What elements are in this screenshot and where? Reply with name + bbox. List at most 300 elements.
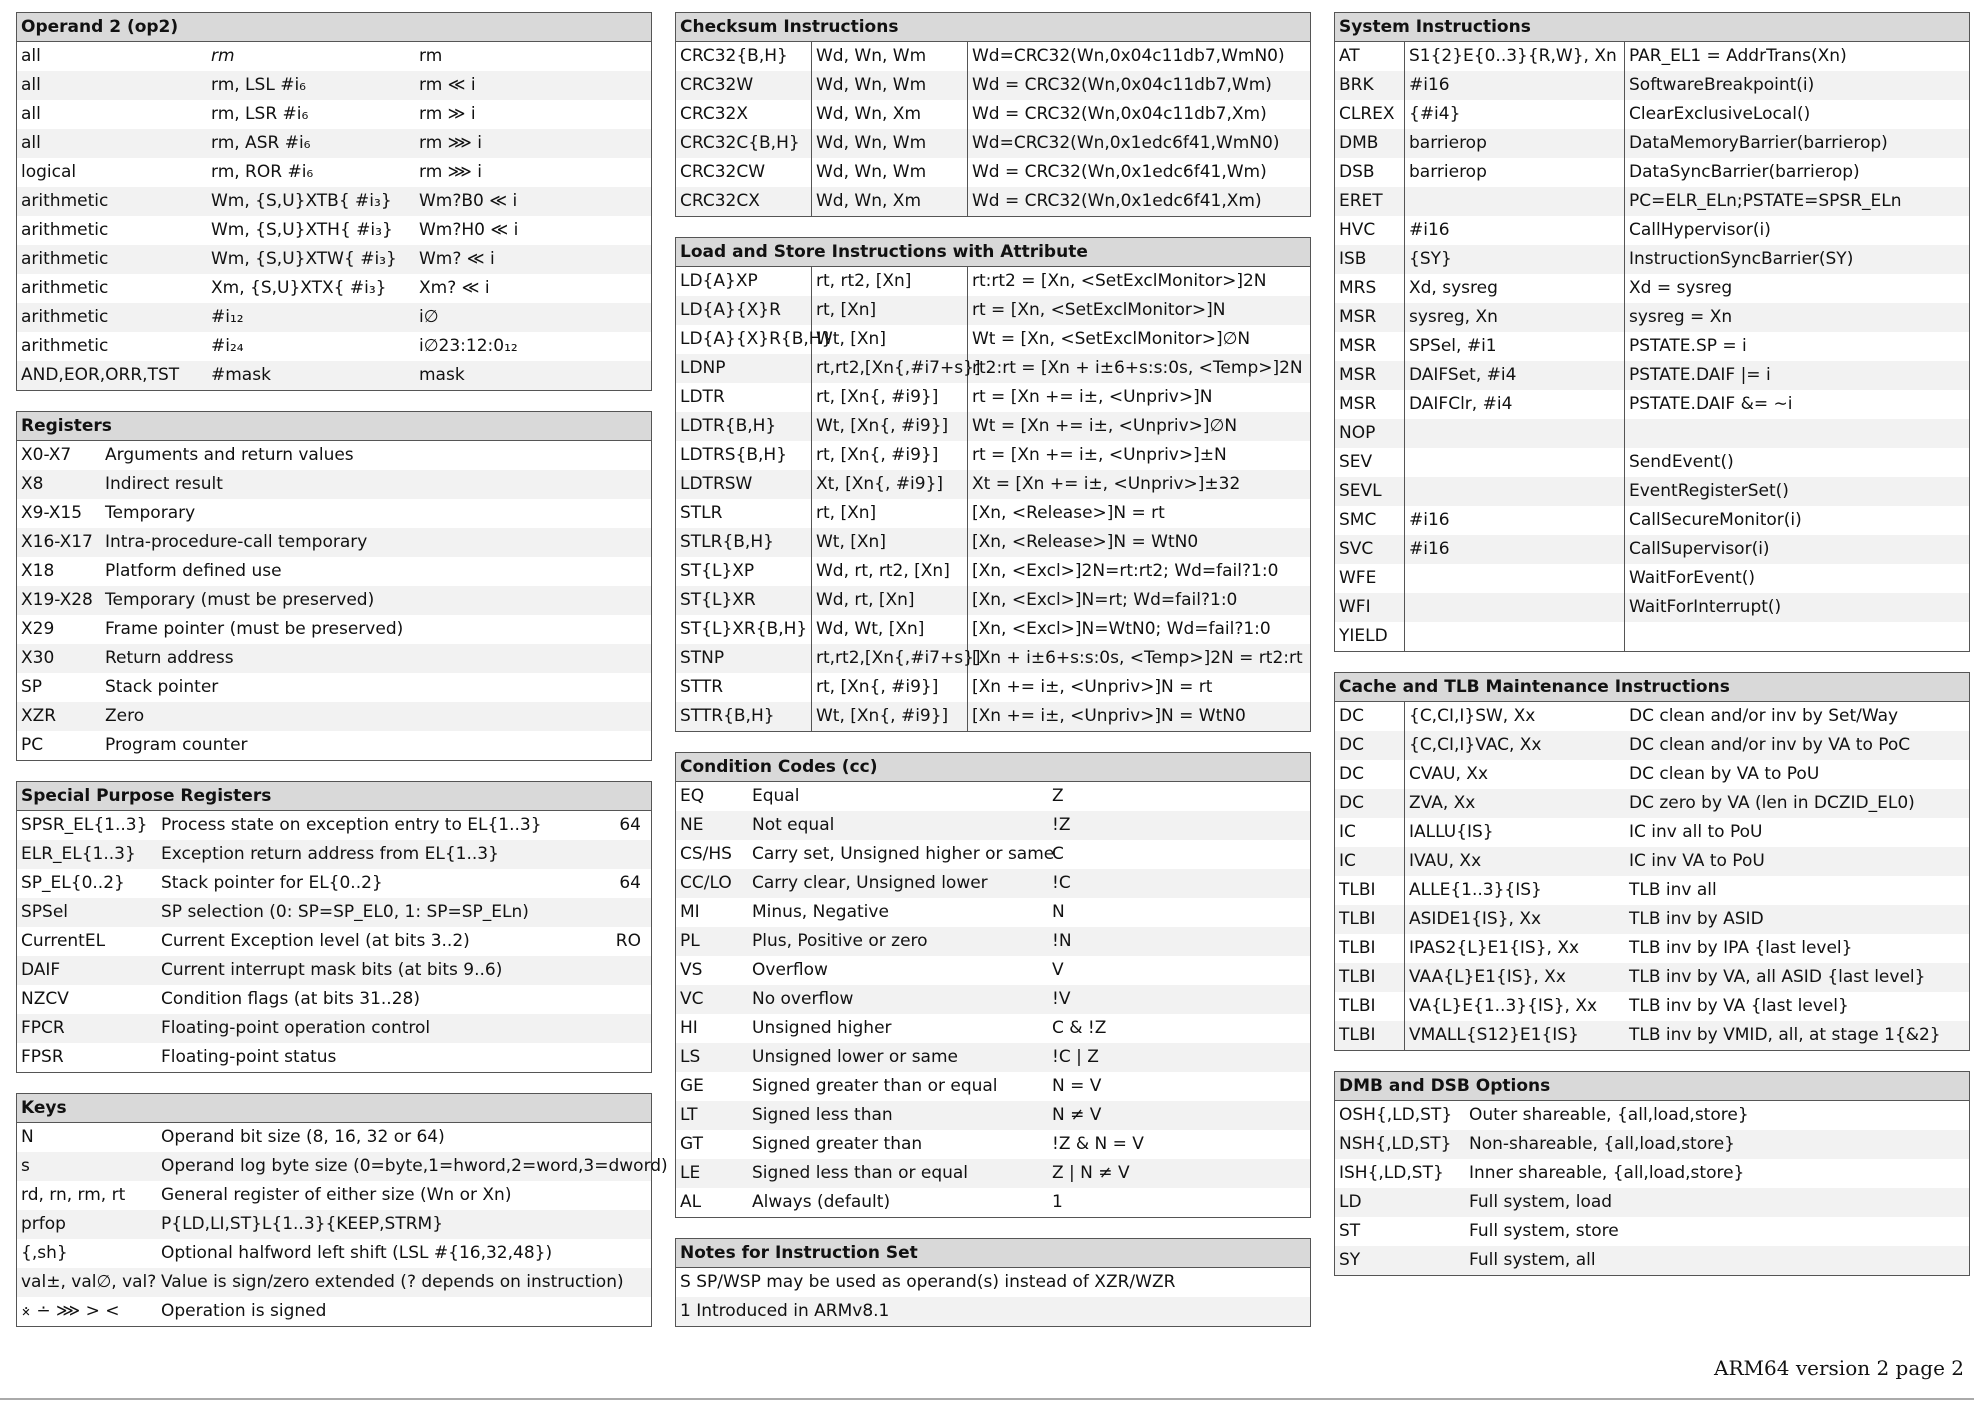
operand2-cell: #i₂₄ bbox=[211, 336, 244, 356]
loadstore-cell: [Xn += i±, <Unpriv>]N = WtN0 bbox=[972, 706, 1246, 726]
operand2-row bbox=[17, 332, 651, 361]
special-row bbox=[17, 840, 651, 869]
dmb-cell: Full system, store bbox=[1469, 1221, 1619, 1241]
operand2-row bbox=[17, 187, 651, 216]
system-cell: EventRegisterSet() bbox=[1629, 481, 1789, 501]
cc-cell: !C bbox=[1052, 873, 1071, 893]
registers-cell: Intra-procedure-call temporary bbox=[105, 532, 368, 552]
cache-tlb-title: Cache and TLB Maintenance Instructions bbox=[1335, 673, 1969, 702]
loadstore-cell: Wt, [Xn] bbox=[812, 528, 968, 557]
system-cell: #i16 bbox=[1405, 535, 1625, 564]
cc-cell: EQ bbox=[680, 786, 705, 806]
operand2-row bbox=[17, 303, 651, 332]
special-row bbox=[17, 1043, 651, 1072]
condition-codes-rows bbox=[676, 782, 1310, 1217]
dmb-dsb-table bbox=[1334, 1071, 1970, 1276]
system-cell: YIELD bbox=[1335, 622, 1405, 651]
special-cell bbox=[607, 898, 647, 927]
system-cell: SVC bbox=[1335, 535, 1405, 564]
loadstore-table bbox=[675, 237, 1311, 732]
system-row bbox=[1335, 535, 1969, 564]
keys-row bbox=[17, 1297, 651, 1326]
dmb-cell: Inner shareable, {all,load,store} bbox=[1469, 1163, 1745, 1183]
system-row bbox=[1335, 158, 1969, 187]
condition-codes-table bbox=[675, 752, 1311, 1218]
cc-cell: Signed less than bbox=[752, 1105, 893, 1125]
special-cell: Floating-point operation control bbox=[161, 1018, 431, 1038]
cc-cell: LS bbox=[680, 1047, 701, 1067]
cc-cell: Plus, Positive or zero bbox=[752, 931, 928, 951]
loadstore-cell: rt, rt2, [Xn] bbox=[812, 267, 968, 296]
system-cell: PSTATE.DAIF |= i bbox=[1629, 365, 1771, 385]
checksum-cell: CRC32X bbox=[676, 100, 812, 129]
special-row bbox=[17, 869, 651, 898]
operand2-table bbox=[16, 12, 652, 391]
dmb-dsb-rows bbox=[1335, 1101, 1969, 1275]
registers-row bbox=[17, 644, 651, 673]
cache-cell: DC bbox=[1335, 731, 1405, 760]
keys-cell: General register of either size (Wn or Xn) bbox=[161, 1185, 512, 1205]
checksum-cell: CRC32{B,H} bbox=[676, 42, 812, 71]
cache-tlb-rows bbox=[1335, 702, 1969, 1050]
loadstore-cell: LDNP bbox=[676, 354, 812, 383]
system-cell: #i16 bbox=[1405, 506, 1625, 535]
system-cell: PC=ELR_ELn;PSTATE=SPSR_ELn bbox=[1629, 191, 1902, 211]
cc-row bbox=[676, 782, 1310, 811]
system-cell: AT bbox=[1335, 42, 1405, 71]
registers-row bbox=[17, 441, 651, 470]
loadstore-cell: Xt = [Xn += i±, <Unpriv>]±32 bbox=[972, 474, 1241, 494]
cc-row bbox=[676, 1072, 1310, 1101]
operand2-cell: rm bbox=[211, 46, 235, 66]
registers-cell: Frame pointer (must be preserved) bbox=[105, 619, 404, 639]
operand2-cell: all bbox=[21, 46, 41, 66]
cache-cell: {C,CI,I}VAC, Xx bbox=[1409, 735, 1542, 755]
checksum-cell: Wd = CRC32(Wn,0x1edc6f41,Wm) bbox=[972, 162, 1267, 182]
operand2-row bbox=[17, 274, 651, 303]
keys-cell: {,sh} bbox=[21, 1243, 68, 1263]
loadstore-cell: Xt, [Xn{, #i9}] bbox=[812, 470, 968, 499]
registers-cell: X0-X7 bbox=[21, 445, 72, 465]
checksum-row bbox=[676, 71, 1310, 100]
cc-cell: LT bbox=[680, 1105, 698, 1125]
system-row bbox=[1335, 477, 1969, 506]
system-cell: MSR bbox=[1335, 361, 1405, 390]
keys-cell: N bbox=[21, 1127, 34, 1147]
loadstore-cell: [Xn, <Release>]N = WtN0 bbox=[972, 532, 1199, 552]
cache-tlb-table bbox=[1334, 672, 1970, 1051]
cc-cell: Minus, Negative bbox=[752, 902, 889, 922]
cache-cell: TLBI bbox=[1335, 876, 1405, 905]
dmb-cell: Full system, load bbox=[1469, 1192, 1613, 1212]
loadstore-cell: ST{L}XR bbox=[676, 586, 812, 615]
cc-row bbox=[676, 869, 1310, 898]
checksum-cell: Wd, Wn, Xm bbox=[812, 187, 968, 216]
loadstore-cell: Wt = [Xn, <SetExclMonitor>]∅N bbox=[972, 329, 1251, 349]
system-row bbox=[1335, 274, 1969, 303]
cc-cell: C bbox=[1052, 844, 1064, 864]
cache-cell: IVAU, Xx bbox=[1409, 851, 1482, 871]
special-cell: ELR_EL{1..3} bbox=[21, 844, 136, 864]
special-cell: SP_EL{0..2} bbox=[21, 873, 125, 893]
operand2-cell: Xm? ≪ i bbox=[419, 278, 490, 298]
cache-cell: TLBI bbox=[1335, 905, 1405, 934]
loadstore-row bbox=[676, 412, 1310, 441]
system-cell: sysreg = Xn bbox=[1629, 307, 1733, 327]
system-cell: SendEvent() bbox=[1629, 452, 1734, 472]
system-cell bbox=[1405, 419, 1625, 448]
page-footer: ARM64 version 2 page 2 bbox=[1714, 1356, 1964, 1380]
operand2-cell: all bbox=[21, 133, 41, 153]
cc-cell: Carry clear, Unsigned lower bbox=[752, 873, 988, 893]
operand2-cell: rm bbox=[419, 46, 443, 66]
system-cell: SPSel, #i1 bbox=[1405, 332, 1625, 361]
cache-row bbox=[1335, 992, 1969, 1021]
cache-cell: IPAS2{L}E1{IS}, Xx bbox=[1409, 938, 1580, 958]
loadstore-cell: rt, [Xn{, #i9}] bbox=[812, 441, 968, 470]
system-row bbox=[1335, 332, 1969, 361]
registers-row bbox=[17, 528, 651, 557]
dmb-cell: Outer shareable, {all,load,store} bbox=[1469, 1105, 1749, 1125]
registers-cell: X19-X28 bbox=[21, 590, 93, 610]
cc-cell: Equal bbox=[752, 786, 800, 806]
cache-cell: IC bbox=[1335, 818, 1405, 847]
checksum-cell: CRC32CW bbox=[676, 158, 812, 187]
cache-row bbox=[1335, 905, 1969, 934]
loadstore-cell: ST{L}XP bbox=[676, 557, 812, 586]
cc-row bbox=[676, 840, 1310, 869]
operand2-cell: rm ⋙ i bbox=[419, 133, 482, 153]
system-cell: MSR bbox=[1335, 390, 1405, 419]
loadstore-row bbox=[676, 325, 1310, 354]
dmb-row bbox=[1335, 1159, 1969, 1188]
system-cell bbox=[1625, 622, 1951, 651]
dmb-row bbox=[1335, 1217, 1969, 1246]
cc-cell: C & !Z bbox=[1052, 1018, 1107, 1038]
system-cell: {#i4} bbox=[1405, 100, 1625, 129]
loadstore-cell: Wd, rt, [Xn] bbox=[812, 586, 968, 615]
cache-cell: DC clean by VA to PoU bbox=[1629, 764, 1820, 784]
cc-cell: CS/HS bbox=[680, 844, 732, 864]
cache-cell: VMALL{S12}E1{IS} bbox=[1409, 1025, 1579, 1045]
cc-cell: Not equal bbox=[752, 815, 835, 835]
cache-cell: IC bbox=[1335, 847, 1405, 876]
system-cell: DSB bbox=[1335, 158, 1405, 187]
loadstore-cell: LD{A}{X}R bbox=[676, 296, 812, 325]
registers-table bbox=[16, 411, 652, 761]
registers-cell: X16-X17 bbox=[21, 532, 93, 552]
operand2-title: Operand 2 (op2) bbox=[17, 13, 651, 42]
system-cell: SoftwareBreakpoint(i) bbox=[1629, 75, 1815, 95]
special-row bbox=[17, 956, 651, 985]
special-cell: 64 bbox=[619, 873, 641, 893]
operand2-cell: rm ⋙ i bbox=[419, 162, 482, 182]
system-cell bbox=[1405, 477, 1625, 506]
registers-cell: Stack pointer bbox=[105, 677, 219, 697]
operand2-cell: mask bbox=[419, 365, 465, 385]
keys-rows bbox=[17, 1123, 668, 1326]
special-cell: SP selection (0: SP=SP_EL0, 1: SP=SP_ELn) bbox=[161, 902, 529, 922]
cc-cell: Signed greater than or equal bbox=[752, 1076, 998, 1096]
keys-cell: Value is sign/zero extended (? depends on instruction) bbox=[161, 1272, 624, 1292]
cache-cell: CVAU, Xx bbox=[1409, 764, 1488, 784]
operand2-cell: Wm, {S,U}XTW{ #i₃} bbox=[211, 249, 397, 269]
system-cell: SMC bbox=[1335, 506, 1405, 535]
cache-row bbox=[1335, 702, 1969, 731]
operand2-row bbox=[17, 361, 651, 390]
operand2-row bbox=[17, 71, 651, 100]
cache-row bbox=[1335, 963, 1969, 992]
keys-cell: Operation is signed bbox=[161, 1301, 327, 1321]
loadstore-row bbox=[676, 615, 1310, 644]
cache-row bbox=[1335, 934, 1969, 963]
registers-row bbox=[17, 470, 651, 499]
cc-row bbox=[676, 811, 1310, 840]
system-row bbox=[1335, 361, 1969, 390]
dmb-cell: NSH{,LD,ST} bbox=[1339, 1134, 1452, 1154]
cc-row bbox=[676, 956, 1310, 985]
loadstore-row bbox=[676, 673, 1310, 702]
system-cell: MSR bbox=[1335, 303, 1405, 332]
system-row bbox=[1335, 593, 1969, 622]
system-cell: sysreg, Xn bbox=[1405, 303, 1625, 332]
loadstore-cell: [Xn, <Excl>]N=WtN0; Wd=fail?1:0 bbox=[972, 619, 1271, 639]
registers-cell: Platform defined use bbox=[105, 561, 282, 581]
cc-cell: GE bbox=[680, 1076, 704, 1096]
special-cell: Stack pointer for EL{0..2} bbox=[161, 873, 383, 893]
checksum-row bbox=[676, 187, 1310, 216]
cache-cell: ZVA, Xx bbox=[1409, 793, 1476, 813]
keys-cell: Operand bit size (8, 16, 32 or 64) bbox=[161, 1127, 445, 1147]
cache-row bbox=[1335, 876, 1969, 905]
special-cell: 64 bbox=[619, 815, 641, 835]
dmb-row bbox=[1335, 1246, 1969, 1275]
checksum-cell: Wd, Wn, Wm bbox=[812, 158, 968, 187]
checksum-cell: Wd, Wn, Wm bbox=[812, 42, 968, 71]
system-cell bbox=[1405, 593, 1625, 622]
checksum-cell: Wd=CRC32(Wn,0x1edc6f41,WmN0) bbox=[972, 133, 1280, 153]
loadstore-row bbox=[676, 557, 1310, 586]
system-cell: MSR bbox=[1335, 332, 1405, 361]
dmb-row bbox=[1335, 1188, 1969, 1217]
registers-cell: SP bbox=[21, 677, 43, 697]
special-cell: SPSR_EL{1..3} bbox=[21, 815, 148, 835]
dmb-cell: ISH{,LD,ST} bbox=[1339, 1163, 1444, 1183]
operand2-cell: all bbox=[21, 104, 41, 124]
cc-cell: 1 bbox=[1052, 1192, 1063, 1212]
registers-cell: Program counter bbox=[105, 735, 248, 755]
system-cell: DMB bbox=[1335, 129, 1405, 158]
operand2-cell: i∅ bbox=[419, 307, 439, 327]
loadstore-cell: rt = [Xn += i±, <Unpriv>]N bbox=[972, 387, 1213, 407]
loadstore-cell: LD{A}{X}R{B,H} bbox=[676, 325, 812, 354]
loadstore-cell: rt:rt2 = [Xn, <SetExclMonitor>]2N bbox=[972, 271, 1267, 291]
cc-cell: Unsigned higher bbox=[752, 1018, 892, 1038]
checksum-cell: Wd = CRC32(Wn,0x04c11db7,Xm) bbox=[972, 104, 1267, 124]
keys-cell: s bbox=[21, 1156, 30, 1176]
cache-cell: VAA{L}E1{IS}, Xx bbox=[1409, 967, 1566, 987]
keys-cell: val±, val∅, val? bbox=[21, 1272, 157, 1292]
special-cell bbox=[607, 1014, 647, 1043]
keys-row bbox=[17, 1268, 651, 1297]
system-cell bbox=[1405, 622, 1625, 651]
registers-row bbox=[17, 615, 651, 644]
checksum-row bbox=[676, 42, 1310, 71]
loadstore-cell: LDTR bbox=[676, 383, 812, 412]
operand2-cell: rm ≪ i bbox=[419, 75, 476, 95]
notes-table bbox=[675, 1238, 1311, 1327]
keys-cell: ⨰ ∸ ⋙ > < bbox=[21, 1301, 120, 1321]
special-cell bbox=[607, 1043, 647, 1072]
special-cell bbox=[607, 956, 647, 985]
operand2-cell: Wm? ≪ i bbox=[419, 249, 495, 269]
operand2-cell: i∅23:12:0₁₂ bbox=[419, 336, 518, 356]
registers-title: Registers bbox=[17, 412, 651, 441]
dmb-cell: ST bbox=[1339, 1221, 1361, 1241]
registers-row bbox=[17, 557, 651, 586]
cc-cell: Carry set, Unsigned higher or same bbox=[752, 844, 1055, 864]
special-cell: Condition flags (at bits 31..28) bbox=[161, 989, 420, 1009]
cache-cell: DC bbox=[1335, 702, 1405, 731]
registers-cell: X30 bbox=[21, 648, 55, 668]
special-cell bbox=[607, 985, 647, 1014]
registers-row bbox=[17, 673, 651, 702]
operand2-row bbox=[17, 245, 651, 274]
loadstore-cell: Wt, [Xn] bbox=[812, 325, 968, 354]
system-title: System Instructions bbox=[1335, 13, 1969, 42]
loadstore-title: Load and Store Instructions with Attribute bbox=[676, 238, 1310, 267]
system-cell: PAR_EL1 = AddrTrans(Xn) bbox=[1629, 46, 1847, 66]
registers-cell: X29 bbox=[21, 619, 55, 639]
checksum-cell: CRC32W bbox=[676, 71, 812, 100]
loadstore-row bbox=[676, 528, 1310, 557]
special-row bbox=[17, 898, 651, 927]
system-cell: WFE bbox=[1335, 564, 1405, 593]
cc-row bbox=[676, 1043, 1310, 1072]
cc-cell: Z bbox=[1052, 786, 1064, 806]
notes-row bbox=[676, 1297, 1310, 1326]
cc-cell: N ≠ V bbox=[1052, 1105, 1102, 1125]
special-cell: Current interrupt mask bits (at bits 9..6) bbox=[161, 960, 503, 980]
cc-cell: N = V bbox=[1052, 1076, 1102, 1096]
cache-row bbox=[1335, 789, 1969, 818]
operand2-cell: AND,EOR,ORR,TST bbox=[21, 365, 180, 385]
operand2-cell: Wm, {S,U}XTH{ #i₃} bbox=[211, 220, 393, 240]
keys-row bbox=[17, 1152, 668, 1181]
cache-cell: ASIDE1{IS}, Xx bbox=[1409, 909, 1542, 929]
registers-cell: Zero bbox=[105, 706, 145, 726]
cc-cell: Signed less than or equal bbox=[752, 1163, 969, 1183]
loadstore-row bbox=[676, 296, 1310, 325]
system-row bbox=[1335, 564, 1969, 593]
special-cell: SPSel bbox=[21, 902, 69, 922]
cc-cell: HI bbox=[680, 1018, 698, 1038]
system-cell: Xd = sysreg bbox=[1629, 278, 1733, 298]
cc-row bbox=[676, 1130, 1310, 1159]
system-cell: PSTATE.DAIF &= ∼i bbox=[1629, 394, 1793, 414]
operand2-cell: rm ≫ i bbox=[419, 104, 476, 124]
dmb-dsb-title: DMB and DSB Options bbox=[1335, 1072, 1969, 1101]
dmb-cell: LD bbox=[1339, 1192, 1362, 1212]
loadstore-cell: rt, [Xn{, #i9}] bbox=[812, 673, 968, 702]
registers-cell: XZR bbox=[21, 706, 57, 726]
loadstore-cell: STTR{B,H} bbox=[676, 702, 812, 731]
special-cell: FPSR bbox=[21, 1047, 64, 1067]
keys-row bbox=[17, 1239, 651, 1268]
system-row bbox=[1335, 71, 1969, 100]
keys-title: Keys bbox=[17, 1094, 651, 1123]
operand2-cell: rm, ROR #i₆ bbox=[211, 162, 314, 182]
cache-row bbox=[1335, 847, 1969, 876]
system-cell bbox=[1405, 187, 1625, 216]
loadstore-cell: STLR{B,H} bbox=[676, 528, 812, 557]
keys-cell: prfop bbox=[21, 1214, 66, 1234]
system-row bbox=[1335, 100, 1969, 129]
operand2-cell: #mask bbox=[211, 365, 271, 385]
system-cell bbox=[1625, 419, 1951, 448]
system-cell: WFI bbox=[1335, 593, 1405, 622]
checksum-cell: Wd = CRC32(Wn,0x04c11db7,Wm) bbox=[972, 75, 1272, 95]
column-1 bbox=[16, 12, 668, 1347]
operand2-cell: rm, ASR #i₆ bbox=[211, 133, 311, 153]
special-cell: Floating-point status bbox=[161, 1047, 337, 1067]
system-cell: ISB bbox=[1335, 245, 1405, 274]
dmb-cell: Non-shareable, {all,load,store} bbox=[1469, 1134, 1735, 1154]
loadstore-cell: LDTRSW bbox=[676, 470, 812, 499]
system-row bbox=[1335, 448, 1969, 477]
system-cell bbox=[1405, 448, 1625, 477]
operand2-cell: logical bbox=[21, 162, 77, 182]
system-cell: MRS bbox=[1335, 274, 1405, 303]
registers-row bbox=[17, 586, 651, 615]
loadstore-cell: Wt = [Xn += i±, <Unpriv>]∅N bbox=[972, 416, 1238, 436]
cc-cell: PL bbox=[680, 931, 700, 951]
system-row bbox=[1335, 419, 1969, 448]
cc-cell: V bbox=[1052, 960, 1064, 980]
keys-row bbox=[17, 1123, 651, 1152]
registers-row bbox=[17, 731, 651, 760]
cache-cell: TLB inv by IPA {last level} bbox=[1629, 938, 1853, 958]
checksum-cell: CRC32CX bbox=[676, 187, 812, 216]
special-cell: Current Exception level (at bits 3..2) bbox=[161, 931, 470, 951]
system-row bbox=[1335, 622, 1969, 651]
special-cell: RO bbox=[615, 931, 641, 951]
operand2-cell: rm, LSR #i₆ bbox=[211, 104, 309, 124]
cache-cell: TLBI bbox=[1335, 992, 1405, 1021]
system-cell: CallSupervisor(i) bbox=[1629, 539, 1770, 559]
registers-cell: X18 bbox=[21, 561, 55, 581]
notes-rows bbox=[676, 1268, 1310, 1326]
registers-row bbox=[17, 702, 651, 731]
special-cell: Exception return address from EL{1..3} bbox=[161, 844, 499, 864]
loadstore-row bbox=[676, 267, 1310, 296]
registers-cell: Temporary (must be preserved) bbox=[105, 590, 375, 610]
registers-cell: Indirect result bbox=[105, 474, 223, 494]
cc-cell: !V bbox=[1052, 989, 1071, 1009]
operand2-cell: Wm?H0 ≪ i bbox=[419, 220, 519, 240]
checksum-row bbox=[676, 129, 1310, 158]
loadstore-cell: rt,rt2,[Xn{,#i7+s}] bbox=[812, 354, 968, 383]
cache-cell: TLB inv by VMID, all, at stage 1{&2} bbox=[1629, 1025, 1941, 1045]
system-cell bbox=[1405, 564, 1625, 593]
system-row bbox=[1335, 303, 1969, 332]
system-cell: CLREX bbox=[1335, 100, 1405, 129]
cc-cell: CC/LO bbox=[680, 873, 732, 893]
loadstore-cell: rt = [Xn, <SetExclMonitor>]N bbox=[972, 300, 1226, 320]
system-cell: barrierop bbox=[1405, 158, 1625, 187]
loadstore-cell: [Xn + i±6+s:s:0s, <Temp>]2N = rt2:rt bbox=[972, 648, 1303, 668]
special-cell: FPCR bbox=[21, 1018, 65, 1038]
